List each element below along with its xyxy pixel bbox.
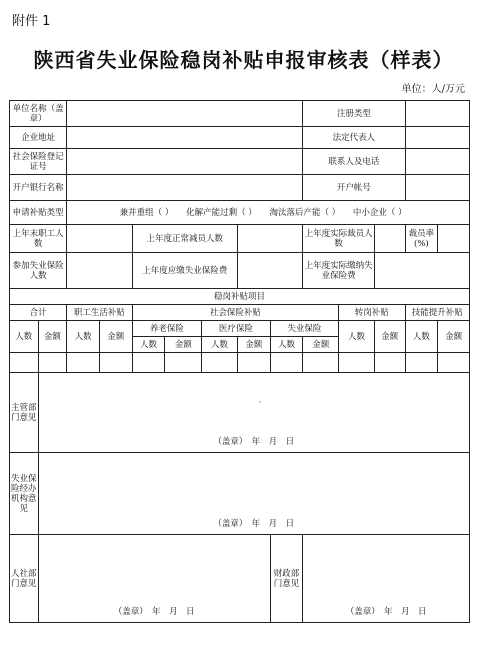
pension-amount-cell[interactable] — [165, 353, 202, 373]
finance-seal-line: （盖章） 年 月 日 — [303, 603, 470, 623]
transfer-amount-header: 金额 — [374, 321, 405, 353]
page-title: 陕西省失业保险稳岗补贴申报审核表（样表） — [33, 48, 454, 72]
unit-label: 单位：人/万元 — [401, 84, 465, 95]
transfer-amount-cell[interactable] — [374, 353, 405, 373]
total-people-cell[interactable] — [10, 353, 39, 373]
account-field[interactable] — [405, 175, 469, 201]
transfer-people-header: 人数 — [339, 321, 375, 353]
premium-paid-label: 上年度实际缴纳失业保险费 — [303, 253, 375, 289]
actual-layoff-field[interactable] — [374, 225, 405, 253]
attachment-label: 附件 1 — [12, 14, 51, 29]
social-header: 社会保险补贴 — [132, 305, 338, 321]
living-header: 职工生活补贴 — [67, 305, 132, 321]
pension-amount-header: 金额 — [165, 337, 202, 353]
living-people-header: 人数 — [67, 321, 100, 353]
unit-name-label: 单位名称（盖章） — [10, 101, 67, 127]
last-year-staff-label: 上年末职工人数 — [10, 225, 67, 253]
living-amount-header: 金额 — [99, 321, 132, 353]
actual-layoff-label: 上年度实际裁员人数 — [303, 225, 375, 253]
ss-reg-no-label: 社会保险登记证号 — [10, 149, 67, 175]
reg-type-label: 注册类型 — [303, 101, 405, 127]
ss-reg-no-field[interactable] — [67, 149, 303, 175]
address-field[interactable] — [67, 127, 303, 149]
account-label: 开户帐号 — [303, 175, 405, 201]
subsidy-type-label: 申请补贴类型 — [10, 201, 67, 225]
skill-amount-cell[interactable] — [438, 353, 470, 373]
agency-opinion-label: 失业保险经办机构意见 — [10, 453, 39, 535]
hr-seal-line: （盖章） 年 月 日 — [38, 603, 270, 623]
project-data-row — [10, 353, 470, 373]
option-sme[interactable]: 中小企业（ ） — [352, 207, 407, 218]
unemployment-amount-cell[interactable] — [303, 353, 339, 373]
dept-seal-line: （盖章） 年 月 日 — [38, 433, 469, 453]
option-overcapacity[interactable]: 化解产能过剩（ ） — [186, 207, 257, 218]
total-amount-cell[interactable] — [38, 353, 67, 373]
unemployment-amount-header: 金额 — [303, 337, 339, 353]
premium-due-field[interactable] — [237, 253, 302, 289]
normal-reduce-label: 上年度正常减员人数 — [132, 225, 237, 253]
last-year-staff-field[interactable] — [67, 225, 132, 253]
total-amount-header: 金额 — [38, 321, 67, 353]
skill-people-header: 人数 — [405, 321, 438, 353]
total-people-header: 人数 — [10, 321, 39, 353]
address-label: 企业地址 — [10, 127, 67, 149]
unemployment-people-header: 人数 — [270, 337, 303, 353]
option-obsolete[interactable]: 淘汰落后产能（ ） — [269, 207, 341, 218]
contact-label: 联系人及电话 — [303, 149, 405, 175]
skill-header: 技能提升补贴 — [405, 305, 469, 321]
subsidy-type-options — [67, 201, 470, 225]
insured-count-label: 参加失业保险人数 — [10, 253, 67, 289]
living-amount-cell[interactable] — [99, 353, 132, 373]
unemployment-header: 失业保险 — [270, 321, 338, 337]
medical-amount-header: 金额 — [237, 337, 270, 353]
skill-people-cell[interactable] — [405, 353, 438, 373]
premium-paid-field[interactable] — [374, 253, 469, 289]
layoff-rate-label: 裁员率(%) — [405, 225, 438, 253]
medical-header: 医疗保险 — [202, 321, 270, 337]
layoff-rate-field[interactable] — [438, 225, 470, 253]
agency-opinion-field[interactable] — [38, 453, 469, 515]
finance-opinion-field[interactable] — [303, 535, 470, 603]
living-people-cell[interactable] — [67, 353, 100, 373]
premium-due-label: 上年度应缴失业保险费 — [132, 253, 237, 289]
total-header: 合计 — [10, 305, 67, 321]
legal-rep-label: 法定代表人 — [303, 127, 405, 149]
transfer-people-cell[interactable] — [339, 353, 375, 373]
stray-dot: · — [258, 397, 262, 408]
pension-header: 养老保险 — [132, 321, 202, 337]
medical-people-header: 人数 — [202, 337, 238, 353]
finance-opinion-label: 财政部门意见 — [270, 535, 303, 623]
hr-opinion-field[interactable] — [38, 535, 270, 603]
reg-type-field[interactable] — [405, 101, 469, 127]
unit-name-field[interactable] — [67, 101, 303, 127]
unemployment-people-cell[interactable] — [270, 353, 303, 373]
bank-field[interactable] — [67, 175, 303, 201]
contact-field[interactable] — [405, 149, 469, 175]
bank-label: 开户银行名称 — [10, 175, 67, 201]
pension-people-header: 人数 — [132, 337, 165, 353]
hr-opinion-label: 人社部门意见 — [10, 535, 39, 623]
option-merger[interactable]: 兼并重组（ ） — [119, 207, 174, 218]
skill-amount-header: 金额 — [438, 321, 470, 353]
medical-people-cell[interactable] — [202, 353, 238, 373]
normal-reduce-field[interactable] — [237, 225, 302, 253]
legal-rep-field[interactable] — [405, 127, 469, 149]
medical-amount-cell[interactable] — [237, 353, 270, 373]
agency-seal-line: （盖章） 年 月 日 — [38, 515, 469, 535]
insured-count-field[interactable] — [67, 253, 132, 289]
application-form — [9, 100, 470, 623]
pension-people-cell[interactable] — [132, 353, 165, 373]
dept-opinion-label: 主管部门意见 — [10, 373, 39, 453]
project-header: 稳岗补贴项目 — [10, 289, 470, 305]
transfer-header: 转岗补贴 — [339, 305, 405, 321]
